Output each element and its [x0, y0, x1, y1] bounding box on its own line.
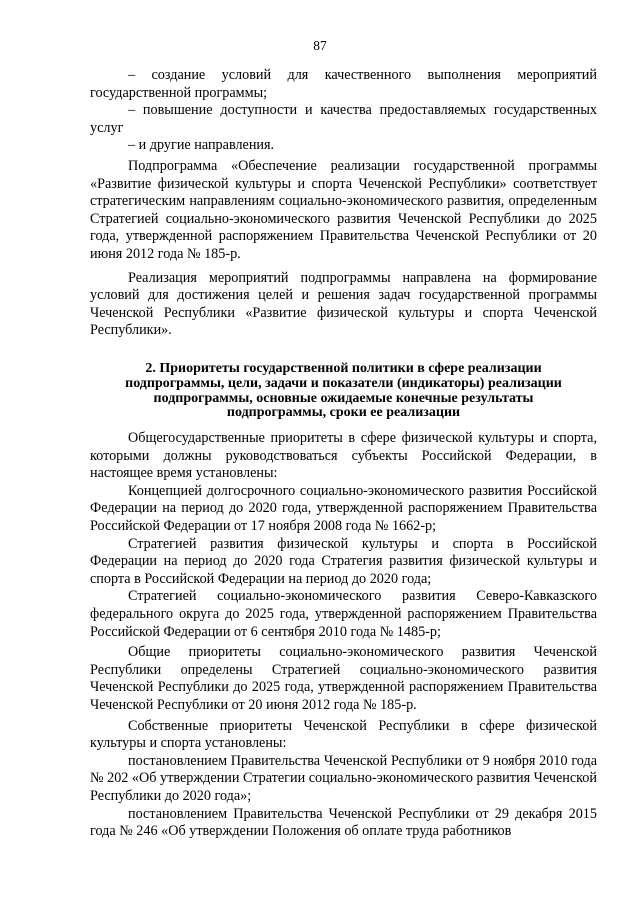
page-number: 87 [313, 38, 327, 53]
paragraph-sport-strategy: Стратегией развития физической культуры и спорта в Российской Федерации на период до 2020 года Стратегия развития физической культуры и спорта в Российской Федерации на период до 2020 года; [90, 535, 597, 587]
paragraph-resolution-202: постановлением Правительства Чеченской Республики от 9 ноября 2010 года № 202 «Об утверждении Стратегии социально-экономического развития Чеченской Республики до 2020 года»; [90, 752, 597, 804]
document-body [90, 67, 597, 841]
section-heading-line: подпрограммы, сроки ее реализации [226, 405, 461, 421]
paragraph-chechen-priorities: Общие приоритеты социально-экономического развития Чеченской Республики определены Стратегией социально-экономического развития Чеченской Республики до 2025 года, утвержденной распоряжением Правительства Чеченской Республики от 20 июня 2012 года № 185-р. [90, 644, 597, 713]
list-item-conditions: – создание условий для качественного выполнения мероприятий государственной программы; [90, 67, 597, 101]
section-heading-line: 2. Приоритеты государственной политики в сфере реализации [145, 360, 542, 376]
section-heading-line: подпрограммы, основные ожидаемые конечные результаты [153, 390, 534, 406]
list-item-accessibility: – повышение доступности и качества предоставляемых государственных услуг [90, 102, 597, 136]
paragraph-resolution-246: постановлением Правительства Чеченской Республики от 29 декабря 2015 года № 246 «Об утверждении Положения об оплате труда работников [90, 805, 597, 840]
paragraph-concept-2020: Концепцией долгосрочного социально-экономического развития Российской Федерации на период до 2020 года, утвержденной распоряжением Правительства Российской Федерации от 17 ноября 2008 года № 1662-р; [90, 482, 597, 535]
paragraph-own-priorities: Собственные приоритеты Чеченской Республики в сфере физической культуры и спорта установлены: [90, 717, 597, 752]
paragraph-federal-priorities: Общегосударственные приоритеты в сфере физической культуры и спорта, которыми должны руководствоваться субъекты Российской Федерации, в настоящее время установлены: [90, 430, 597, 482]
section-heading [90, 362, 597, 421]
section-heading-line: подпрограммы, цели, задачи и показатели (индикаторы) реализации [125, 375, 562, 391]
paragraph-nkfo-strategy: Стратегией социально-экономического развития Северо-Кавказского федерального округа до 2025 года, утвержденной распоряжением Правительства Российской Федерации от 6 сентября 2010 года № 1485-р; [90, 588, 597, 640]
paragraph-subprogram-alignment: Подпрограмма «Обеспечение реализации государственной программы «Развитие физической культуры и спорта Чеченской Республики» соответствует стратегическим направлениям социально-экономического развития, определенным Стратегией социально-экономического развития Чеченской Республики до 2025 года, утвержденной распоряжением Правительства Чеченской Республики от 20 июня 2012 года № 185-р. [90, 157, 597, 262]
list-item-other: – и другие направления. [128, 137, 275, 154]
paragraph-subprogram-goal: Реализация мероприятий подпрограммы направлена на формирование условий для достижения целей и решения задач государственной программы Чеченской Республики «Развитие физической культуры и спорта Чеченской Республики». [90, 269, 597, 339]
